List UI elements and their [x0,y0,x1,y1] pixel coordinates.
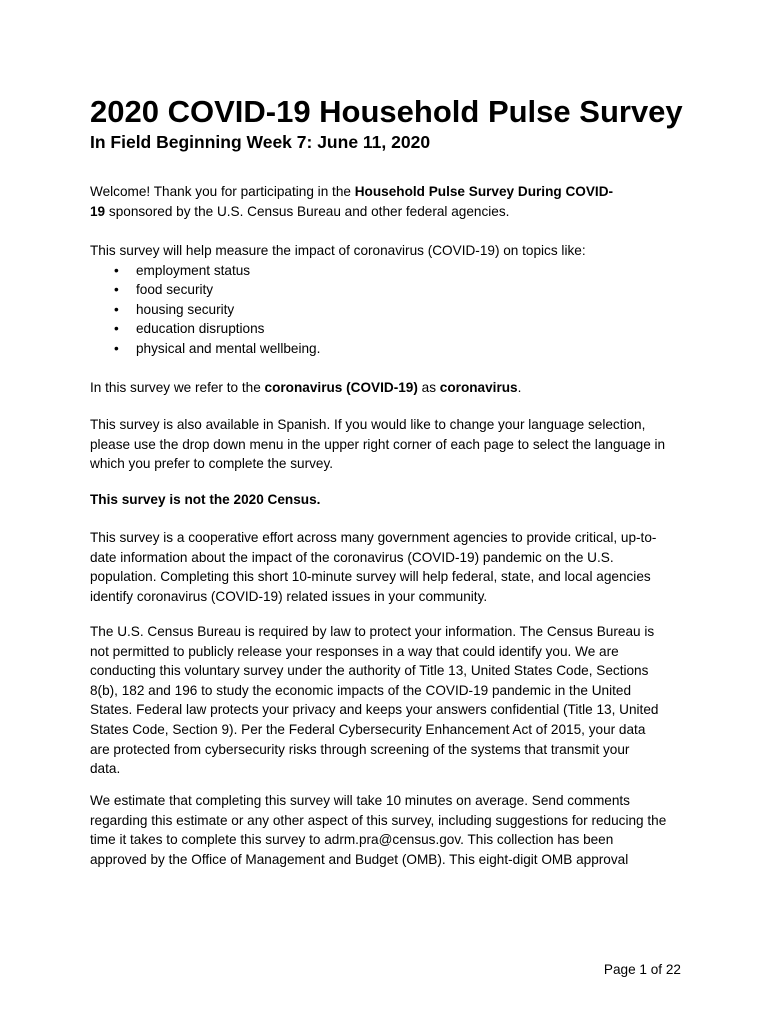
paragraph-line: conducting this voluntary survey under the authority of Title 13, United States Code, Sections [90,663,649,679]
paragraph-line: This survey is also available in Spanish. If you would like to change your language selection, [90,417,646,432]
paragraph-line: approved by the Office of Management and Budget (OMB). This eight-digit OMB approval [90,851,629,867]
paragraph-line: date information about the impact of the coronavirus (COVID-19) pandemic on the U.S. [90,549,614,565]
list-item: • physical and mental wellbeing. [90,339,690,359]
paragraph-line: We estimate that completing this survey will take 10 minutes on average. Send comments [90,793,630,808]
not-census-paragraph [90,490,690,510]
refer-paragraph [90,378,690,398]
paragraph-line: data. [90,761,121,777]
refer-mid: as [417,380,440,395]
refer-bold-1: coronavirus (COVID-19) [264,380,418,395]
refer-end: . [517,380,522,395]
survey-name-bold-b: 19 [90,203,106,219]
paragraph-line: 8(b), 182 and 196 to study the economic impacts of the COVID-19 pandemic in the United [90,682,632,698]
paragraph-line: identify coronavirus (COVID-19) related issues in your community. [90,588,488,604]
topics-list [90,261,690,359]
paragraph-line: regarding this estimate or any other aspect of this survey, including suggestions for reducing the [90,812,667,828]
estimate-paragraph [90,791,690,869]
paragraph-line: population. Completing this short 10-minute survey will help federal, state, and local agencies [90,569,651,585]
paragraph-line: not permitted to publicly release your responses in a way that could identify you. We are [90,643,619,659]
paragraph-line: which you prefer to complete the survey. [90,456,334,472]
paragraph-line: please use the drop down menu in the upper right corner of each page to select the language in [90,436,666,452]
welcome-paragraph [90,182,690,221]
refer-bold-2: coronavirus [439,380,518,395]
list-item: • food security [90,280,690,300]
paragraph-line: States Code, Section 9). Per the Federal Cybersecurity Enhancement Act of 2015, your data [90,721,646,737]
list-item: • education disruptions [90,319,690,339]
refer-line [90,378,690,398]
document-subtitle: In Field Beginning Week 7: June 11, 2020 [90,132,431,152]
survey-name-bold-a: Household Pulse Survey During COVID- [354,184,614,199]
paragraph-line: This survey is a cooperative effort across many government agencies to provide critical, up-to- [90,530,657,545]
welcome-line-1 [90,182,690,202]
not-census-notice: This survey is not the 2020 Census. [90,492,321,507]
welcome-line-2 [90,202,690,222]
paragraph-line: are protected from cybersecurity risks through screening of the systems that transmit your [90,741,630,757]
list-item: • employment status [90,261,690,281]
welcome-tail: sponsored by the U.S. Census Bureau and other federal agencies. [105,203,510,219]
document-title: 2020 COVID-19 Household Pulse Survey [90,94,683,129]
page-number: Page 1 of 22 [603,962,681,977]
paragraph-line: States. Federal law protects your privacy and keeps your answers confidential (Title 13, United [90,702,659,718]
topics-section [90,241,690,359]
welcome-lead: Welcome! Thank you for participating in the [90,184,355,199]
paragraph-line: The U.S. Census Bureau is required by law to protect your information. The Census Bureau is [90,624,655,639]
refer-lead: In this survey we refer to the [90,380,265,395]
privacy-law-paragraph [90,622,690,779]
cooperative-paragraph [90,528,690,606]
paragraph-line: time it takes to complete this survey to adrm.pra@census.gov. This collection has been [90,832,614,848]
topics-intro: This survey will help measure the impact of coronavirus (COVID-19) on topics like: [90,243,586,258]
list-item: • housing security [90,300,690,320]
spanish-paragraph [90,415,690,474]
